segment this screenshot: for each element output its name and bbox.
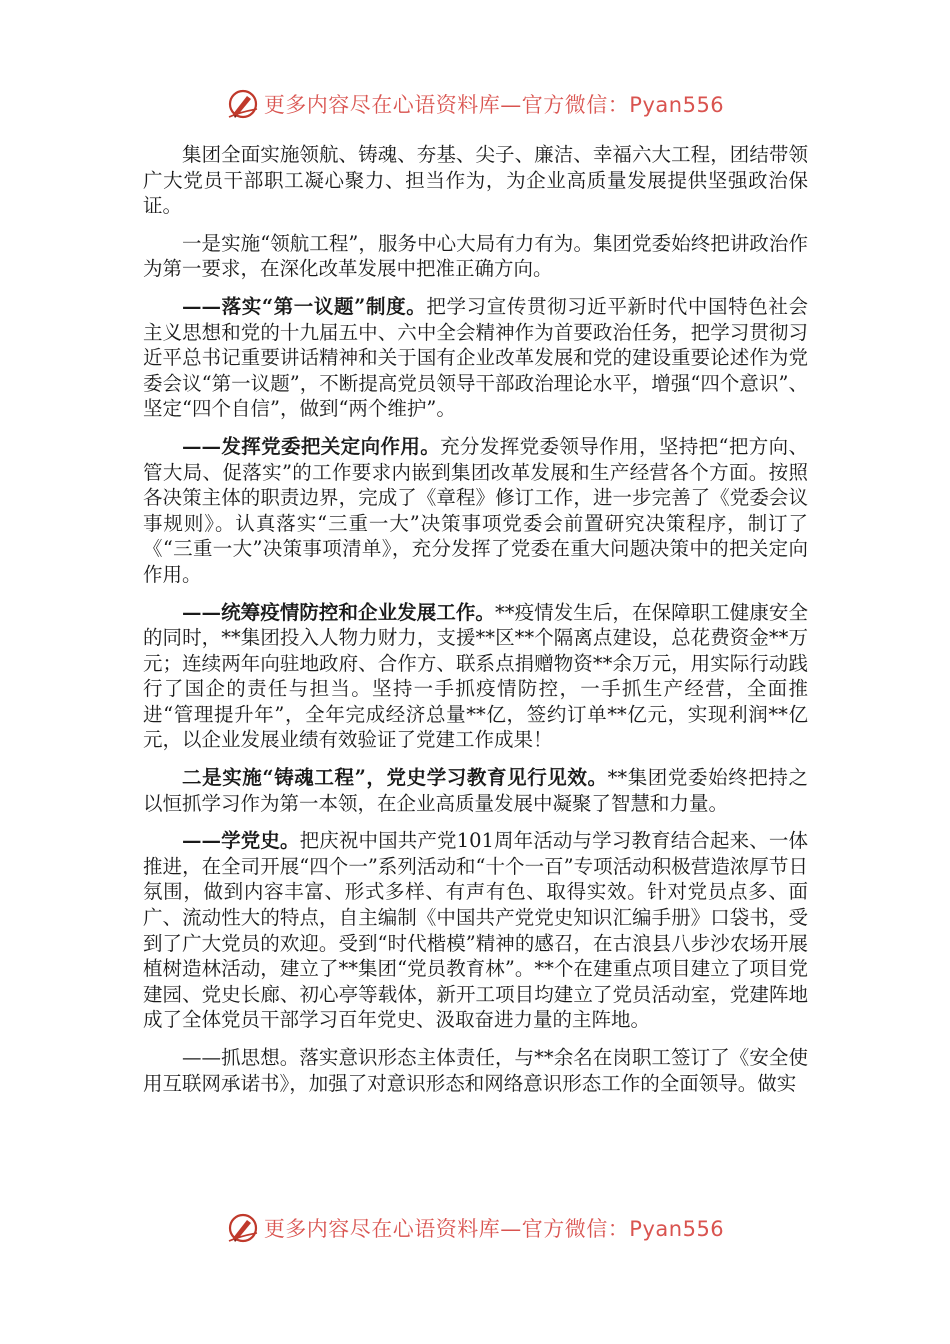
paragraph: ——发挥党委把关定向作用。充分发挥党委领导作用，坚持把“把方向、管大局、促落实”的工作要求内嵌到集团改革发展和生产经营各个方面。按照各决策主体的职责边界，完成了《章程》修订工作，进一步完善了《党委会议事规则》。认真落实“三重一大”决策事项党委会前置研究决策程序，制订了《“三重一大”决策事项清单》，充分发挥了党委在重大问题决策中的把关定向作用。 xyxy=(143,434,808,586)
paragraph: ——学党史。把庆祝中国共产党101周年活动与学习教育结合起来、一体推进，在全司开展“四个一”系列活动和“十个一百”专项活动积极营造浓厚节日氛围，做到内容丰富、形式多样、有声有色、取得实效。针对党员点多、面广、流动性大的特点，自主编制《中国共产党党史知识汇编手册》口袋书，受到了广大党员的欢迎。受到“时代楷模”精神的感召，在古浪县八步沙农场开展植树造林活动，建立了**集团“党员教育林”。**个在建重点项目建立了项目党建园、党史长廊、初心亭等载体，新开工项目均建立了党员活动室，党建阵地成了全体党员干部学习百年党史、汲取奋进力量的主阵地。 xyxy=(143,829,808,1032)
paragraph-lead: ——发挥党委把关定向作用。 xyxy=(182,434,441,458)
header-watermark-banner xyxy=(0,84,950,124)
paragraph: ——抓思想。落实意识形态主体责任，与**余名在岗职工签订了《安全使用互联网承诺书》，加强了对意识形态和网络意识形态工作的全面领导。做实 xyxy=(143,1046,808,1095)
paragraph: 二是实施“铸魂工程”，党史学习教育见行见效。**集团党委始终把持之以恒抓学习作为第一本领，在企业高质量发展中凝聚了智慧和力量。 xyxy=(143,766,808,815)
pen-circle-logo-icon xyxy=(226,87,260,121)
watermark-text: 更多内容尽在心语资料库—官方微信：Pyan556 xyxy=(263,1217,725,1241)
paragraph-lead: ——落实“第一议题”制度。 xyxy=(182,294,427,318)
paragraph: 集团全面实施领航、铸魂、夯基、尖子、廉洁、幸福六大工程，团结带领广大党员干部职工凝心聚力、担当作为，为企业高质量发展提供坚强政治保证。 xyxy=(143,143,808,218)
document-body xyxy=(143,142,808,1108)
paragraph: ——统筹疫情防控和企业发展工作。**疫情发生后，在保障职工健康安全的同时，**集团投入人物力财力，支援**区**个隔离点建设，总花费资金**万元；连续两年向驻地政府、合作方、联系点捐赠物资**余万元，用实际行动践行了国企的责任与担当。坚持一手抓疫情防控，一手抓生产经营，全面推进“管理提升年”，全年完成经济总量**亿，签约订单**亿元，实现利润**亿元，以企业发展业绩有效验证了党建工作成果！ xyxy=(143,600,808,752)
watermark-text: 更多内容尽在心语资料库—官方微信：Pyan556 xyxy=(263,93,725,117)
paragraph-lead: 二是实施“铸魂工程”，党史学习教育见行见效。 xyxy=(182,766,608,790)
paragraph-lead: ——学党史。 xyxy=(182,829,300,853)
paragraph: ——落实“第一议题”制度。把学习宣传贯彻习近平新时代中国特色社会主义思想和党的十九届五中、六中全会精神作为首要政治任务，把学习贯彻习近平总书记重要讲话精神和关于国有企业改革发展和党的建设重要论述作为党委会议“第一议题”，不断提高党员领导干部政治理论水平，增强“四个意识”、坚定“四个自信”，做到“两个维护”。 xyxy=(143,294,808,421)
pen-circle-logo-icon xyxy=(226,1211,260,1245)
footer-watermark-banner xyxy=(0,1208,950,1248)
paragraph-lead: ——统筹疫情防控和企业发展工作。 xyxy=(182,600,495,624)
paragraph: 一是实施“领航工程”，服务中心大局有力有为。集团党委始终把讲政治作为第一要求，在深化改革发展中把准正确方向。 xyxy=(143,231,808,281)
